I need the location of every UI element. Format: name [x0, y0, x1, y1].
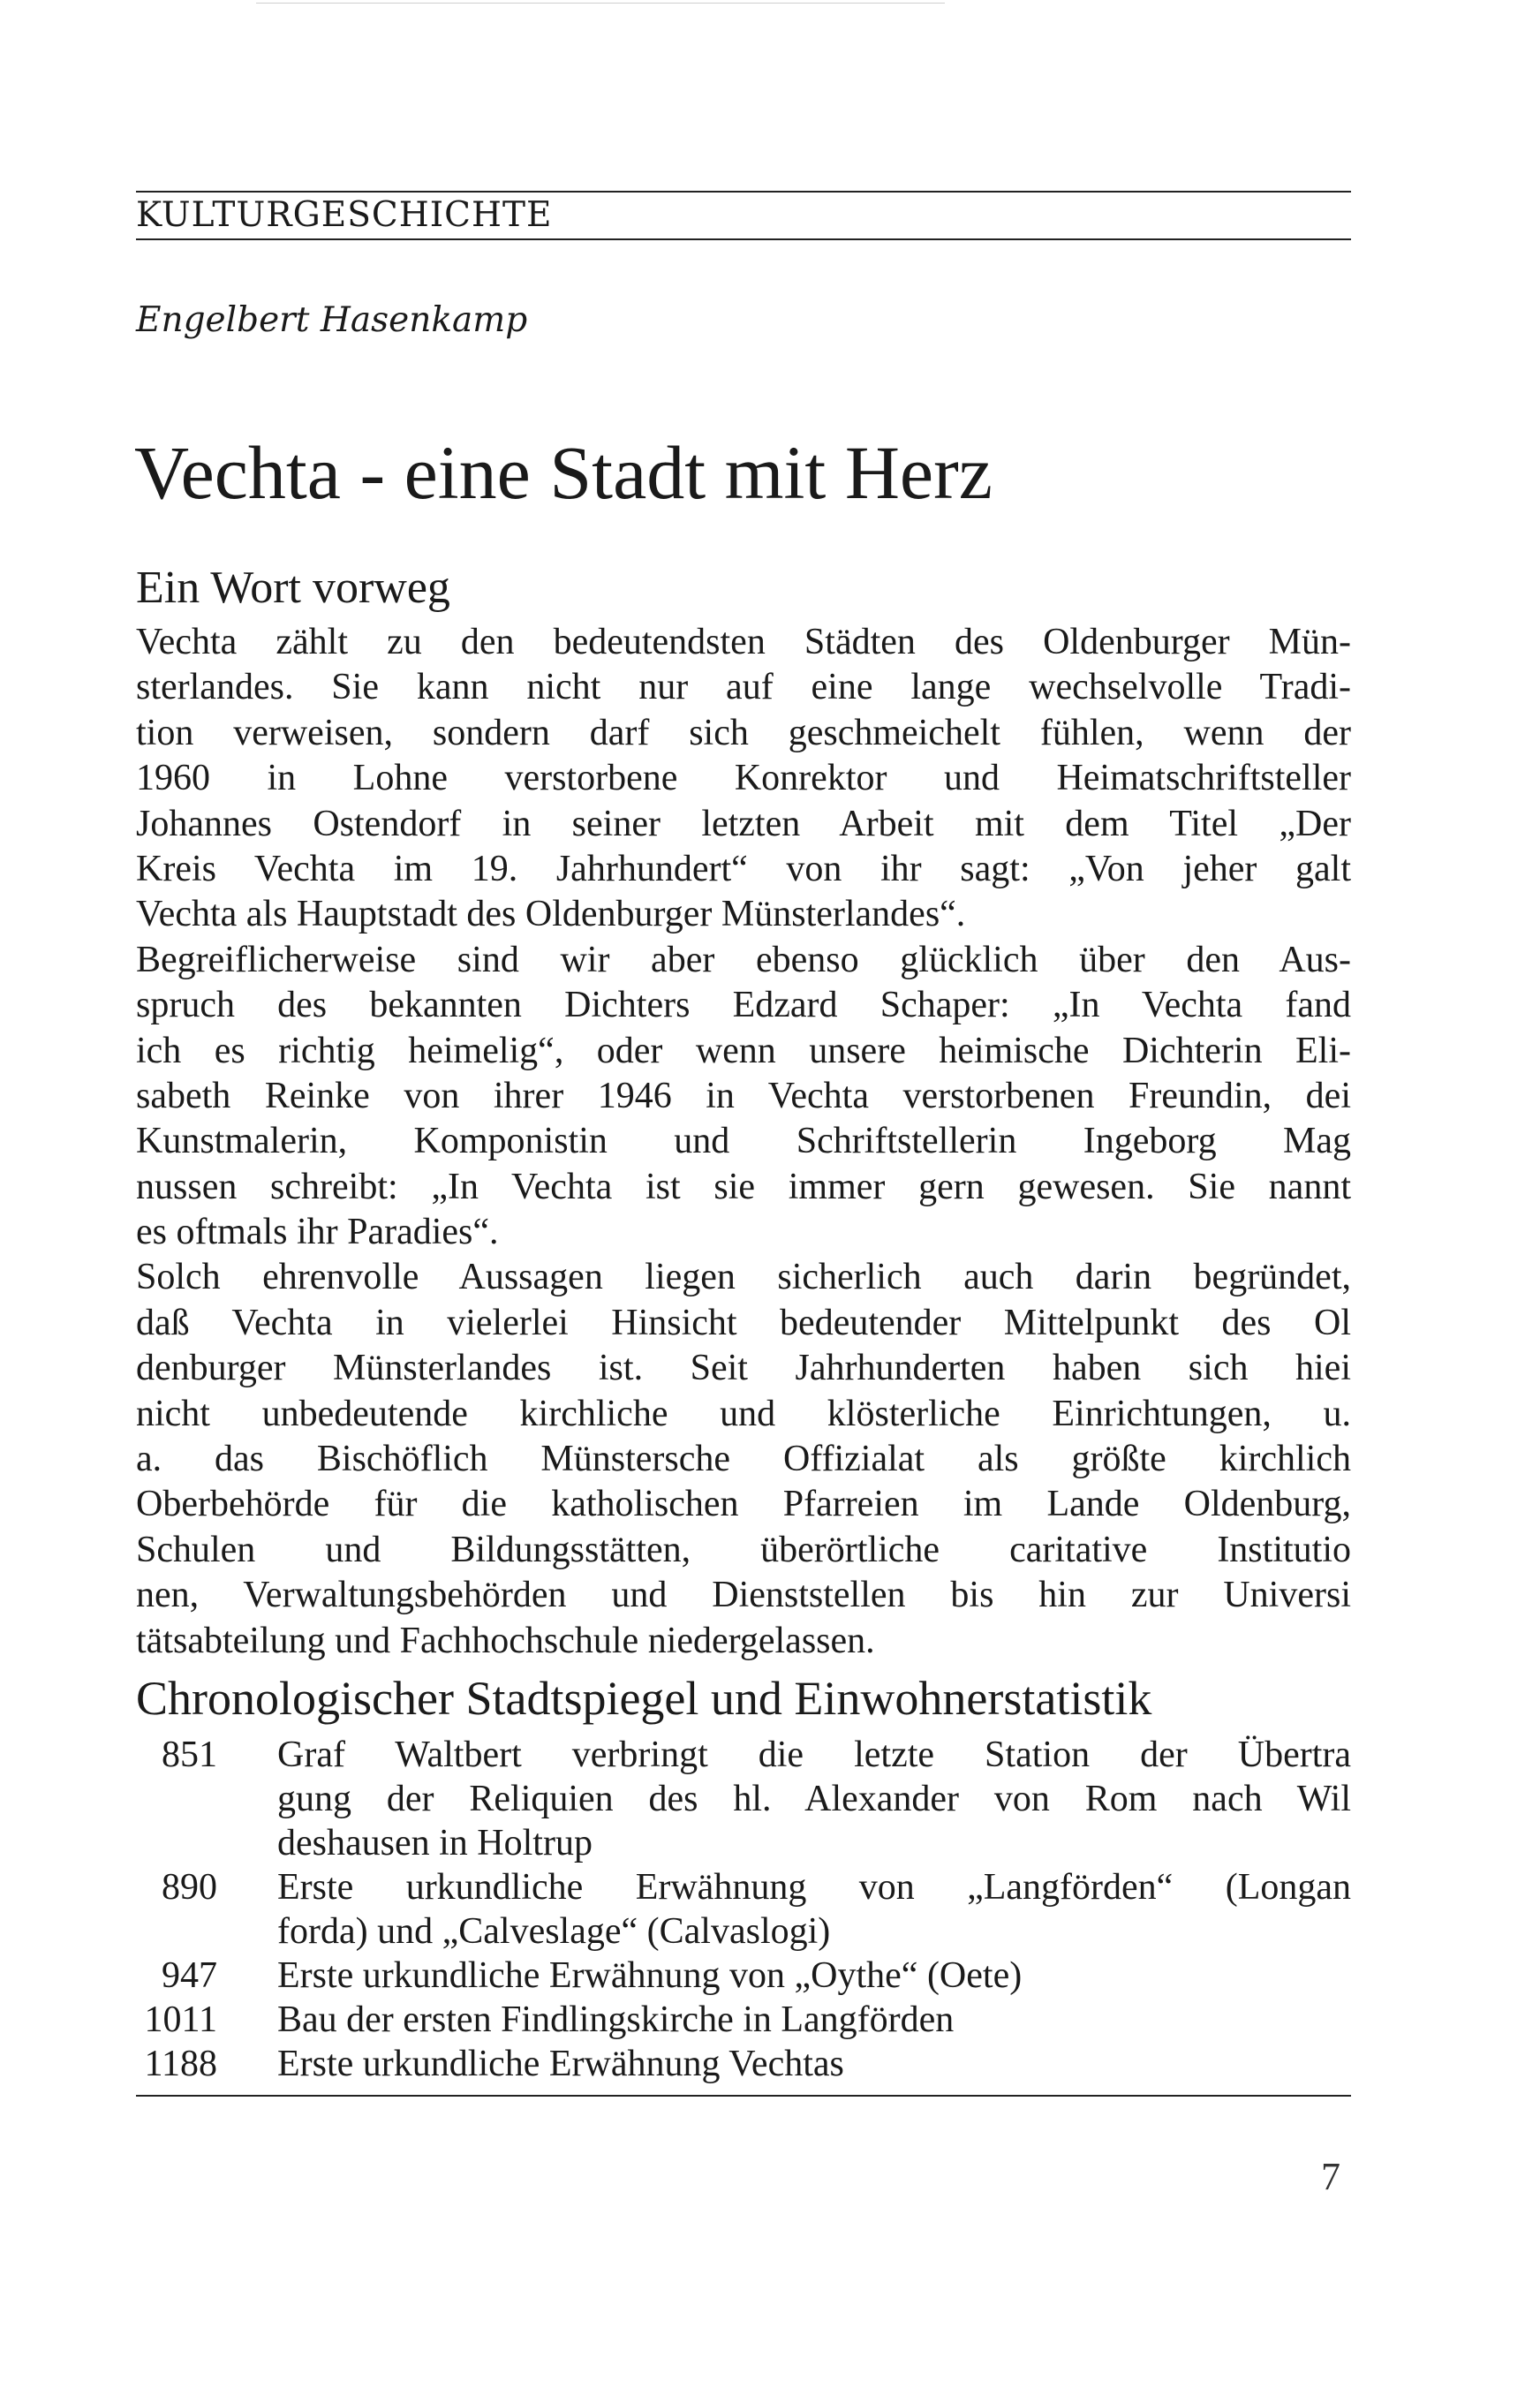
scan-edge-line	[256, 3, 945, 4]
body-line: tion verweisen, sondern darf sich geschmeichelt fühlen, wenn der	[136, 712, 1351, 753]
section-label: KULTURGESCHICHTE	[136, 195, 553, 235]
body-line: sabeth Reinke von ihrer 1946 in Vechta verstorbenen Freundin, dei	[136, 1075, 1351, 1116]
chronology-text	[277, 1733, 1351, 1865]
body-line: sterlandes. Sie kann nicht nur auf eine lange wechselvolle Tradi-	[136, 667, 1351, 708]
body-line: Johannes Ostendorf in seiner letzten Arbeit mit dem Titel „Der	[136, 803, 1351, 844]
body-line: Oberbehörde für die katholischen Pfarreien im Lande Oldenburg,	[136, 1484, 1351, 1525]
body-line: Vechta zählt zu den bedeutendsten Städten des Oldenburger Mün-	[136, 622, 1351, 662]
header-rule-top	[136, 191, 1351, 193]
body-line: es oftmals ihr Paradies“.	[136, 1212, 499, 1253]
chronology-line: Erste urkundliche Erwähnung Vechtas	[277, 2044, 844, 2084]
body-line: nussen schreibt: „In Vechta ist sie immer gern gewesen. Sie nannt	[136, 1166, 1351, 1207]
chronology-year: 851	[162, 1735, 217, 1775]
body-line: Kreis Vechta im 19. Jahrhundert“ von ihr sagt: „Von jeher galt	[136, 848, 1351, 889]
chronology-year: 1011	[144, 1999, 217, 2040]
chronology-list	[136, 1733, 1351, 2086]
chronology-entry	[136, 1998, 1351, 2042]
chronology-line: Bau der ersten Findlingskirche in Langförden	[277, 1999, 955, 2040]
chronology-year: 947	[162, 1955, 217, 1996]
body-line: daß Vechta in vielerlei Hinsicht bedeutender Mittelpunkt des Ol	[136, 1302, 1351, 1343]
body-line: Kunstmalerin, Komponistin und Schriftstellerin Ingeborg Mag	[136, 1121, 1351, 1162]
intro-heading: Ein Wort vorweg	[136, 563, 450, 613]
intro-paragraphs	[136, 620, 1351, 1664]
chronology-year: 1188	[144, 2044, 217, 2084]
body-line: Begreiflicherweise sind wir aber ebenso glücklich über den Aus-	[136, 939, 1351, 980]
chronology-line: deshausen in Holtrup	[277, 1823, 593, 1863]
chronology-text	[277, 1954, 1351, 1998]
body-line: tätsabteilung und Fachhochschule niedergelassen.	[136, 1620, 875, 1661]
chronology-bottom-rule	[136, 2095, 1351, 2097]
body-line: spruch des bekannten Dichters Edzard Schaper: „In Vechta fand	[136, 985, 1351, 1026]
chronology-entry	[136, 1954, 1351, 1998]
chronology-line: forda) und „Calveslage“ (Calvaslogi)	[277, 1911, 831, 1952]
chronology-text	[277, 2042, 1351, 2086]
page-number: 7	[1321, 2155, 1340, 2198]
body-line: nicht unbedeutende kirchliche und klösterliche Einrichtungen, u.	[136, 1393, 1351, 1434]
body-line: nen, Verwaltungsbehörden und Dienststellen bis hin zur Universi	[136, 1575, 1351, 1616]
article-title: Vechta - eine Stadt mit Herz	[134, 430, 993, 515]
chronology-year: 890	[162, 1867, 217, 1908]
chronology-heading: Chronologischer Stadtspiegel und Einwohnerstatistik	[136, 1672, 1152, 1725]
chronology-entry	[136, 1733, 1351, 1865]
body-line: Schulen und Bildungsstätten, überörtliche caritative Institutio	[136, 1529, 1351, 1570]
body-line: Solch ehrenvolle Aussagen liegen sicherlich auch darin begründet,	[136, 1257, 1351, 1298]
header-rule-bottom	[136, 238, 1351, 240]
chronology-line: Erste urkundliche Erwähnung von „Langförden“ (Longan	[277, 1867, 1351, 1908]
chronology-line: gung der Reliquien des hl. Alexander von Rom nach Wil	[277, 1779, 1351, 1819]
author-name: Engelbert Hasenkamp	[136, 300, 528, 340]
chronology-line: Graf Waltbert verbringt die letzte Station der Übertra	[277, 1735, 1351, 1775]
body-line: ich es richtig heimelig“, oder wenn unsere heimische Dichterin Eli-	[136, 1030, 1351, 1071]
chronology-text	[277, 1865, 1351, 1954]
body-line: a. das Bischöflich Münstersche Offizialat als größte kirchlich	[136, 1439, 1351, 1480]
body-line: Vechta als Hauptstadt des Oldenburger Münsterlandes“.	[136, 894, 966, 935]
chronology-line: Erste urkundliche Erwähnung von „Oythe“ (Oete)	[277, 1955, 1023, 1996]
body-line: 1960 in Lohne verstorbene Konrektor und Heimatschriftsteller	[136, 758, 1351, 799]
chronology-entry	[136, 2042, 1351, 2086]
body-line: denburger Münsterlandes ist. Seit Jahrhunderten haben sich hiei	[136, 1348, 1351, 1389]
chronology-entry	[136, 1865, 1351, 1954]
chronology-text	[277, 1998, 1351, 2042]
